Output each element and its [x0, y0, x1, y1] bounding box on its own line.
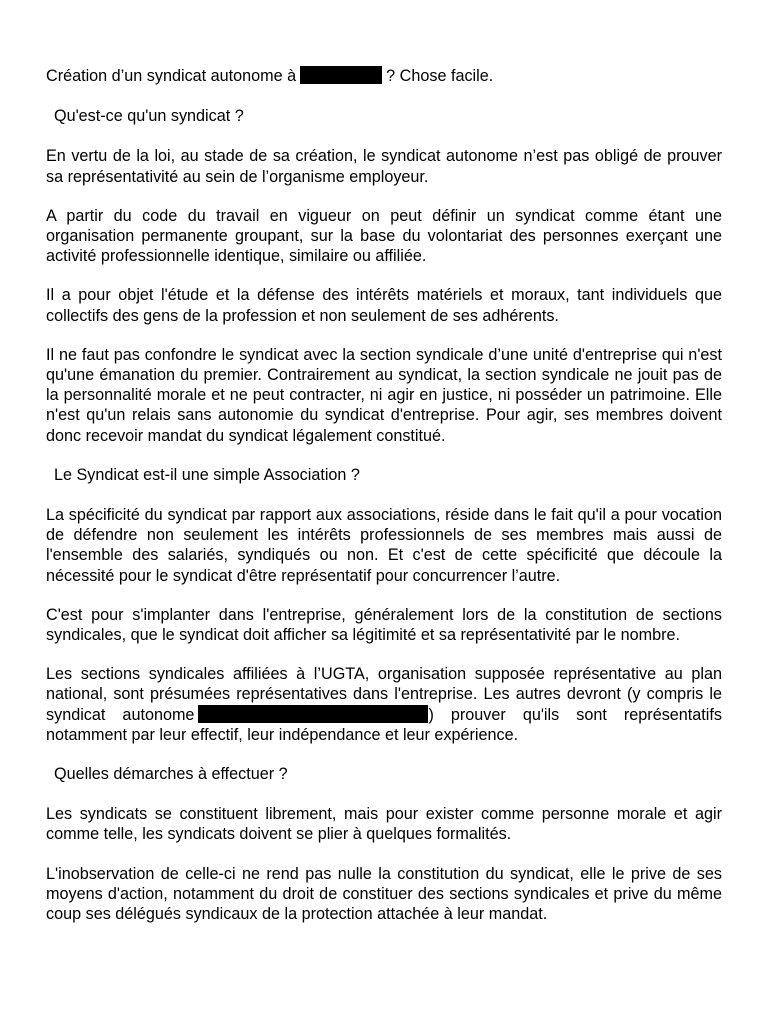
- paragraph-7-text-after: ) prouver qu'ils sont représentatifs notamment par leur effectif, leur indépendance et leur expérience.: [46, 705, 722, 744]
- redaction-block: [198, 705, 428, 723]
- section-heading-union-vs-association: Le Syndicat est-il une simple Association ?: [54, 465, 360, 484]
- paragraph-4: Il ne faut pas confondre le syndicat avec la section syndicale d’une unité d'entreprise qui n'est qu'une émanation du premier. Contrairement au syndicat, la section syndicale ne jouit pas de la personnalité morale et ne peut contracter, ni agir en justice, ni posséder un patrimoine. Elle n'est qu'un relais sans autonomie du syndicat d'entreprise. Pour agir, ses membres doivent donc recevoir mandat du syndicat légalement constitué.: [46, 345, 722, 445]
- paragraph-7-text-before: Les sections syndicales affiliées à l’UGTA, organisation supposée représentative au plan national, sont présumées représentatives dans l'entreprise. Les autres devront (y compris le syndicat autonome: [46, 665, 722, 724]
- paragraph-3: Il a pour objet l'étude et la défense des intérêts matériels et moraux, tant individuels que collectifs des gens de la profession et non seulement de ses adhérents.: [46, 286, 722, 325]
- section-heading-what-is-union: Qu'est-ce qu'un syndicat ?: [54, 107, 244, 126]
- title-text-before: Création d’un syndicat autonome à: [46, 67, 297, 85]
- paragraph-2: A partir du code du travail en vigueur on peut définir un syndicat comme étant une organisation permanente groupant, sur la base du volontariat des personnes exerçant une activité professionnelle identique, similaire ou affiliée.: [46, 206, 722, 266]
- paragraph-1: En vertu de la loi, au stade de sa création, le syndicat autonome n’est pas obligé de prouver sa représentativité au sein de l’organisme employeur.: [46, 147, 722, 186]
- paragraph-6: C'est pour s'implanter dans l'entreprise, généralement lors de la constitution de sections syndicales, que le syndicat doit afficher sa légitimité et sa représentativité par le nombre.: [46, 605, 722, 645]
- title-text-after: ? Chose facile.: [386, 67, 494, 85]
- document-page: [46, 66, 722, 943]
- document-title: [46, 66, 722, 86]
- section-heading-procedures: Quelles démarches à effectuer ?: [54, 765, 288, 784]
- paragraph-8: Les syndicats se constituent librement, mais pour exister comme personne morale et agir comme telle, les syndicats doivent se plier à quelques formalités.: [46, 805, 722, 844]
- redaction-block: [300, 66, 382, 84]
- paragraph-5: La spécificité du syndicat par rapport aux associations, réside dans le fait qu'il a pour vocation de défendre non seulement les intérêts professionnels de ses membres mais aussi de l'ensemble des salariés, syndiqués ou non. Et c'est de cette spécificité que découle la nécessité pour le syndicat d'être représentatif pour concurrencer l’autre.: [46, 506, 722, 585]
- paragraph-9: L'inobservation de celle-ci ne rend pas nulle la constitution du syndicat, elle le prive de ses moyens d'action, notamment du droit de constituer des sections syndicales et prive du même coup ses délégués syndicaux de la protection attachée à leur mandat.: [46, 864, 722, 924]
- paragraph-7: [46, 664, 722, 745]
